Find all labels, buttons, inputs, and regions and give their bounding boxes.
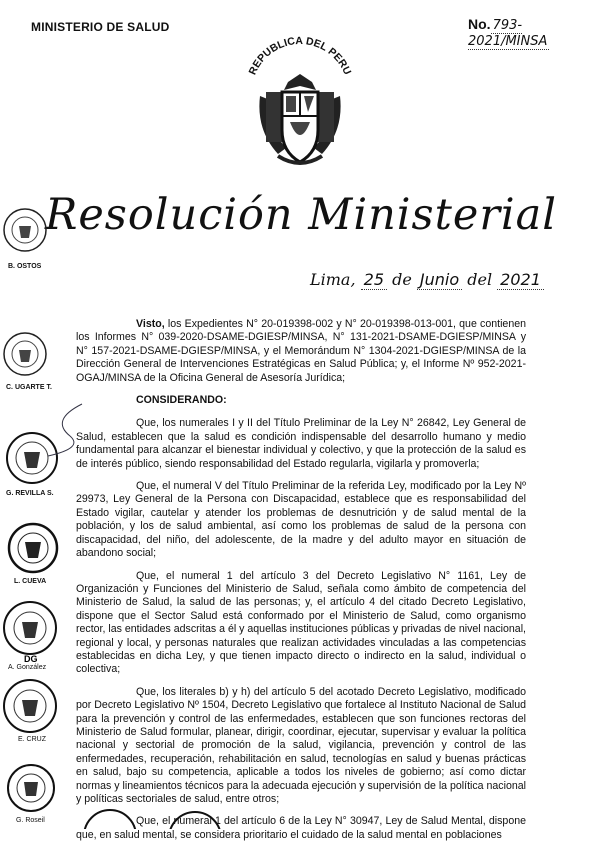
considerando-heading: CONSIDERANDO: — [136, 394, 227, 407]
stamp-name: G. Roseil — [16, 817, 45, 824]
partial-stamp — [165, 810, 225, 829]
approval-stamp — [2, 200, 48, 280]
considerando-paragraph: Que, el numeral V del Título Preliminar de la referida Ley, modificado por la Ley Nº 29973, Ley General de la Persona con Discapacidad, establece que es responsabilidad del Estado vigilar, cautelar y atender los problemas de desnutrición y de salud mental de la población, y los de salud ambiental, así como los problemas de salud de la persona con discapacidad, del niño, del adolescente, de la madre y del adulto mayor en situación de abandono social; — [76, 480, 526, 560]
svg-text:DG: DG — [24, 654, 38, 664]
ministry-header: MINISTERIO DE SALUD — [31, 20, 170, 34]
visto-text: los Expedientes N° 20-019398-002 y N° 20-019398-013-001, que contienen los Informes N° 039-2020-DSAME-DGIESP/MINSA, N° 131-2021-DSAME-DGIESP/MINSA y N° 157-2021-DSAME-DGIESP/MINSA, y el Memorándum N° 1304-2021-DGIESP/MINSA de la Dirección General de Intervenciones Estratégicas en Salud Pública; y, el Informe Nº 952-2021-OGAJ/MINSA de la Oficina General de Asesoría Jurídica; — [76, 318, 526, 384]
considerando-paragraph: Que, el numeral 1 del artículo 3 del Decreto Legislativo N° 1161, Ley de Organización y Funciones del Ministerio de Salud, señala como ámbito de competencia del Ministerio de Salud, la salud de las personas; y, el artículo 4 del citado Decreto Legislativo, dispone que el Sector Salud está conformado por el Ministerio de Salud, como organismo rector, las entidades adscritas a él y aquellas instituciones públicas y privadas de nivel nacional, regional y local, y personas naturales que realizan actividades vinculadas a las competencias establecidas en dicha Ley, y que tienen impacto directo o indirecto en la salud, individual o colectiva; — [76, 569, 526, 676]
visto-label: Visto, — [136, 318, 165, 330]
date-city: Lima, — [310, 270, 356, 289]
stamp-name: C. UGARTE T. — [6, 384, 52, 391]
approval-stamp — [2, 676, 58, 746]
approval-stamp — [6, 762, 56, 828]
date-month: Junio — [417, 270, 462, 290]
svg-text:REPUBLICA DEL PERU — [247, 35, 354, 77]
national-seal — [238, 30, 362, 172]
date-day: 25 — [361, 270, 387, 290]
considerando-paragraph: Que, los literales b) y h) del artículo 5 del acotado Decreto Legislativo, modificado por Decreto Legislativo Nº 1504, Decreto Legislativo que fortalece al Instituto Nacional de Salud para la prevención y control de las enfermedades, establecen que son funciones rectoras del Ministerio de Salud formular, planear, dirigir, coordinar, ejecutar, supervisar y evaluar la política nacional y sectorial de promoción de la salud, vigilancia, prevención y control de las enfermedades, recuperación, rehabilitación en salud, tecnologías en salud y buenas prácticas en salud, bajo su competencia, aplicable a todos los niveles de gobierno; así como dictar normas y lineamientos técnicos para la adecuada ejecución y supervisión de la política nacional y políticas sectoriales de salud, entre otros; — [76, 685, 526, 805]
stamp-name: L. CUEVA — [14, 578, 47, 585]
stamp-name: G. REVILLA S. — [6, 490, 54, 497]
signature-mark — [40, 400, 90, 460]
stamp-name: B. OSTOS — [8, 263, 42, 270]
resolution-prefix: No. — [468, 16, 491, 32]
date-de1: de — [392, 270, 412, 289]
date-year: 2021 — [497, 270, 544, 290]
approval-stamp — [6, 520, 60, 590]
approval-stamp — [2, 598, 58, 674]
considerando-paragraph: Que, los numerales I y II del Título Preliminar de la Ley N° 26842, Ley General de Salud, establecen que la salud es condición indispensable del desarrollo humano y medio fundamental para alcanzar el bienestar individual y colectivo, y que la protección de la salud es de interés público, siendo responsabilidad del Estado regularla, vigilarla y promoverla; — [76, 417, 526, 470]
document-title: Resolución Ministerial — [44, 190, 558, 240]
date-line — [310, 270, 544, 289]
partial-stamp — [80, 808, 140, 829]
date-de2: del — [467, 270, 493, 289]
seal-arc-text: REPUBLICA DEL PERU — [246, 34, 354, 77]
resolution-body — [76, 318, 526, 851]
approval-stamp — [2, 326, 52, 396]
resolution-number-value: 793-2021/MINSA — [468, 18, 548, 49]
visto-paragraph — [76, 318, 526, 385]
resolution-number — [468, 16, 602, 49]
considerando-paragraph: Que, el numeral 1 del artículo 6 de la Ley N° 30947, Ley de Salud Mental, dispone que, en salud mental, se considera prioritario el cuidado de la salud mental en poblaciones — [76, 815, 526, 841]
stamp-name: E. CRUZ — [18, 736, 46, 743]
stamp-name: A. González — [8, 664, 47, 671]
